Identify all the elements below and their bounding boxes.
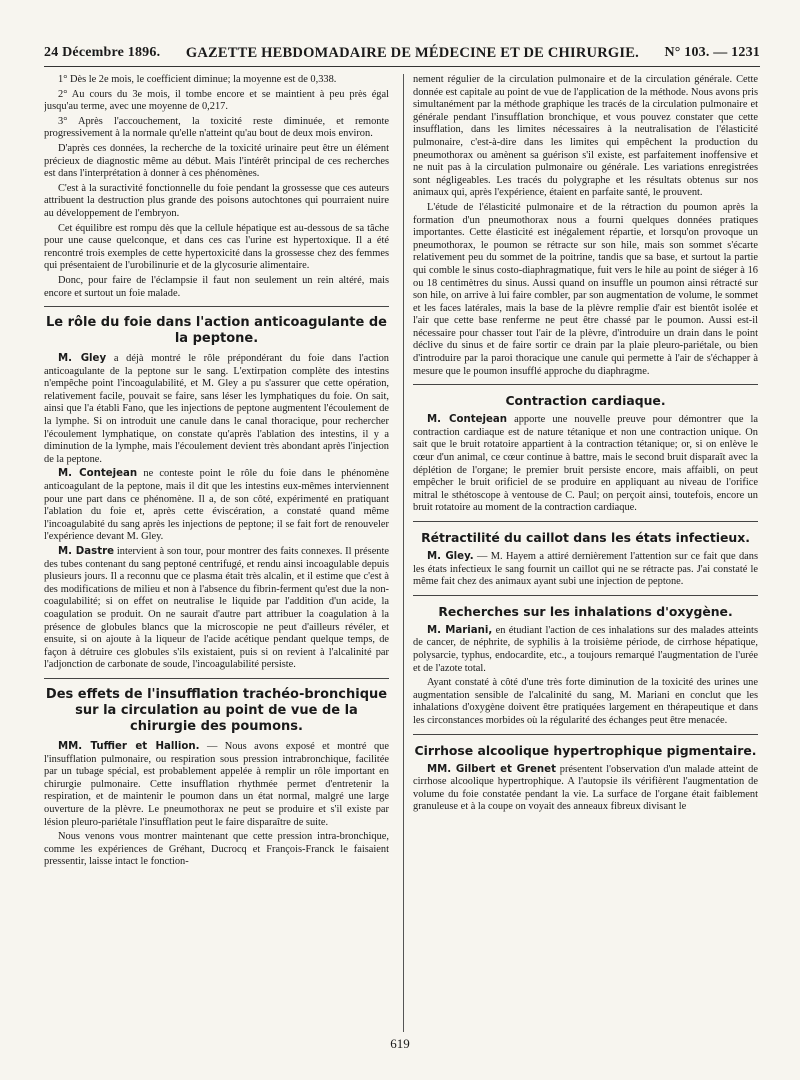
issue-number: N° 103. — 1231 [664, 45, 760, 60]
paragraph-text: ne conteste point le rôle du foie dans le phénomène anticoagulant de la peptone, mais il dit que les intestins eux-mêmes interviennent pour une part dans ce phénomène. Il a, de son côté, expérimenté en pratiquant l'ablation du foie et, après cette éviscération, a constaté quand même l'incoagulabité du sang après les injections de peptone; il se fait fort de renouveler l'expérience devant M. Gley. [44, 468, 389, 543]
author-name: MM. Tuffier et Hallion. [58, 740, 200, 752]
section-divider [413, 521, 758, 522]
paragraph-text: intervient à son tour, pour montrer des faits connexes. Il présente des tubes contenant du sang peptoné centrifugé, et rendu ainsi incoagulable depuis plusieurs jours. Il a reconnu que ce plasma était très alcalin, et il estime que c'est à des modifications de milieu et non à l'absence du fibrin-ferment qu'est due la non-coagulabilité; si on effet on neutralise le liquide par l'addition d'un acide, la coagulation se produit. On ne saurait d'autre part attribuer la coagulation à la présence de globules blancs que la microscopie ne peut d'ailleurs révéler, et ensuite, si on ajoute à la liqueur de l'acide acétique pendant quelque temps, de façon à détruire ces globules s'ils existaient, puis si on revient à l'alcalinité par l'adjonction de carbonate de soude, l'incoagulabilité persiste. [44, 546, 389, 671]
author-name: M. Mariani, [427, 624, 493, 636]
paragraph: Donc, pour faire de l'éclampsie il faut non seulement un rein altéré, mais encore et surtout un foie malade. [44, 274, 389, 299]
section-divider [413, 595, 758, 596]
paragraph [413, 551, 758, 589]
author-name: MM. Gilbert et Grenet [427, 763, 556, 775]
paragraph: L'étude de l'élasticité pulmonaire et de la rétraction du poumon après la formation d'un pneumothorax nous a fourni quelques données pratiques importantes. Cette élasticité est inégalement répartie, et lorsqu'on provoque un pneumothorax, le poumon se rétracte sur son hile, mais son sommet s'écarte relativement peu du sommet de la poitrine, tandis que sa base, et surtout la partie qui comble le sinus costo-diaphragmatique, fuit vers le hile au point de siéger à 16 ou 18 centimètres du sinus. Aussi quand on insuffle un poumon ainsi rétracté sur son hile, on arrive à lui faire combler, par son augmentation de volume, le sommet et les faces latérales, mais la base de la plèvre remplie d'air est bientôt isolée et l'air que cette base renferme ne peut être chassé par le poumon. Aussi est-il nécessaire pour chasser tout l'air de la plèvre, d'introduire un drain dans le point déclive du sinus et de faire sortir ce drain par la plaie pleuro-pariétale, ou bien d'introduire par la paroi thoracique une canule qui permette à l'air de s'échapper à mesure que le poumon insufflé approche du diaphragme. [413, 201, 758, 377]
paragraph: D'après ces données, la recherche de la toxicité urinaire peut être un élément précieux de diagnostic même au début. Mais l'intérêt principal de ces recherches est dans l'interprétation à donner à ces phénomènes. [44, 142, 389, 180]
paragraph: 3° Après l'accouchement, la toxicité reste diminuée, et remonte progressivement à la normale qu'elle n'atteint qu'au bout de deux mois environ. [44, 115, 389, 140]
paragraph-text: en étudiant l'action de ces inhalations sur des malades atteints de cancer, de néphrite, de syphilis à la troisième période, de cirrhose hépatique, polysarcie, typhus, endocardite, etc., a toujours remarqué l'augmentation de l'urée et de l'azote total. [413, 624, 758, 674]
paragraph [44, 546, 389, 672]
paragraph: 2° Au cours du 3e mois, il tombe encore et se maintient à peu près égal jusqu'au terme, avec une moyenne de 0,217. [44, 88, 389, 113]
paragraph: C'est à la suractivité fonctionnelle du foie pendant la grossesse que ces auteurs attribuent la destruction plus grande des poisons autochtones qui pourraient nuire au développement de l'embryon. [44, 182, 389, 219]
left-column [44, 74, 389, 1032]
journal-title: GAZETTE HEBDOMADAIRE DE MÉDECINE ET DE CHIRURGIE. [185, 44, 639, 61]
paragraph [44, 468, 389, 544]
paragraph-text: — Nous avons exposé et montré que l'insufflation pulmonaire, ou respiration sous pression intrabronchique, facilitée par un tubage spécial, est probablement appelée à remplir un rôle important en chirurgie pulmonaire. Cette insufflation rhythmée permet d'entretenir la respiration, et de maintenir le poumon dans un état normal, malgré une large ouverture de la plèvre. Le pneumothorax ne peut se produire et s'il existe par lésion pleuro-pariétale l'insufflation peut le faire disparaître de suite. [44, 740, 389, 828]
header-date: 24 Décembre 1896. [44, 45, 161, 60]
paragraph [44, 353, 389, 466]
paragraph: Cet équilibre est rompu dès que la cellule hépatique est au-dessous de sa tâche pour une cause quelconque, et dans ces cas l'urine est hypertoxique. Il a été rencontré trois exemples de cette hypertoxicité dans la grossesse chez des femmes qui présentaient de l'urobilinurie et de la glycosurie alimentaire. [44, 222, 389, 272]
paragraph: Nous venons vous montrer maintenant que cette pression intra-bronchique, comme les expériences de Gréhant, Ducrocq et François-Franck le faisaient pressentir, laisse intact le fonction- [44, 831, 389, 868]
paragraph-text: apporte une nouvelle preuve pour démontrer que la contraction cardiaque est de nature tétanique et non une contraction unique. On sait que le bruit rotatoire appartient à la contraction tétanique; or, si on enlève le cœur d'un animal, ce cœur continue à battre, mais le second bruit disparaît avec la déplétion de l'organe; le premier bruit persiste encore, mais affaibli, on peut empêcher le bruit orificiel de se produire en appliquant au niveau de l'orifice mitral le sthétoscope à ventouse de C. Paul; on perçoit ainsi, toutefois, encore un bruit rotatoire au moment de la contraction cardiaque. [413, 414, 758, 514]
section-heading: Le rôle du foie dans l'action anticoagulante de la peptone. [46, 315, 387, 347]
section-divider [413, 384, 758, 385]
author-name: M. Contejean [427, 414, 508, 426]
section-heading: Contraction cardiaque. [505, 393, 666, 409]
paragraph-text: présentent l'observation d'un malade atteint de cirrhose alcoolique hypertrophique. A l'autopsie ils vérifièrent l'augmentation de volume du foie constatée pendant la vie. La surface de l'organe était faiblement granuleuse et à la coupe on voyait des anneaux fibreux divisant le [413, 763, 758, 813]
section-heading: Cirrhose alcoolique hypertrophique pigmentaire. [414, 742, 757, 758]
paragraph [413, 764, 758, 814]
running-header [44, 40, 760, 67]
page-number: 619 [390, 1036, 410, 1051]
author-name: M. Dastre [58, 546, 115, 557]
author-name: M. Contejean [58, 468, 138, 480]
right-column [413, 74, 758, 1032]
section-heading: Des effets de l'insufflation trachéo-bronchique sur la circulation au point de vue de la chirurgie des poumons. [45, 686, 388, 734]
paragraph [44, 741, 389, 829]
section-heading: Rétractilité du caillot dans les états infectieux. [421, 530, 750, 545]
section-divider [413, 734, 758, 735]
section-divider [44, 306, 389, 307]
paragraph-text: — M. Hayem a attiré dernièrement l'attention sur ce fait que dans les états infectieux le sang fournit un caillot qui ne se rétracte pas. J'ai constaté le même fait chez des animaux ayant subi une injection de peptone. [413, 551, 758, 588]
paragraph [413, 625, 758, 675]
paragraph: 1° Dès le 2e mois, le coefficient diminue; la moyenne est de 0,338. [58, 74, 337, 85]
author-name: M. Gley. [427, 551, 474, 562]
paragraph-text: a déjà montré le rôle prépondérant du foie dans l'action anticoagulante de la peptone sur le sang. L'extirpation complète des intestins n'empêche point l'incoagulabilité, et M. Gley a pu s'assurer que cette opération, relativement facile, pouvait se faire, sans léser les lymphatiques du foie. On sait, ainsi que l'a établi Fano, que les injections de peptone augmentent l'écoulement de la lymphe. Si on introduit une canule dans le canal thoracique, pour rechercher l'écoulement lymphatique, on constate qu'après l'ablation des intestins, il y a diminution de la lymphe, mais l'écoulement devient très abondant après l'injection de la peptone. [44, 353, 389, 465]
paragraph: nement régulier de la circulation pulmonaire et de la circulation générale. Cette donnée est capitale au point de vue de l'application de la méthode. Nous avons pris simultanément par la méthode graphique les tracés de la circulation pulmonaire et générale pendant l'insufflation bronchique, et vous pouvez constater que cette insufflation, dans les limites nécessaires à la neutralisation de l'élasticité pulmonaire, c'est-à-dire dans les limites qui empêchent la production du pneumothorax ou amènent sa guérison s'il existe, est parfaitement inoffensive et ne nuit pas à la circulation pulmonaire ou générale. Les variations enregistrées sont négligeables. Les tracés du polygraphe et les résultats obtenus sur nos animaux qui, après l'expérience, étaient en parfaite santé, le prouvent. [413, 74, 758, 199]
section-heading: Recherches sur les inhalations d'oxygène. [438, 603, 733, 619]
section-divider [44, 678, 389, 679]
column-rule [403, 74, 404, 1032]
paragraph: Ayant constaté à côté d'une très forte diminution de la toxicité des urines une augmentation sensible de l'alcalinité du sang, M. Mariani en conclut que les inhalations d'oxygène doivent être pratiquées largement en thérapeutique et dans les circonstances morbides où la régularité des échanges peut être menacée. [413, 677, 758, 726]
author-name: M. Gley [58, 353, 107, 365]
paragraph [413, 414, 758, 515]
